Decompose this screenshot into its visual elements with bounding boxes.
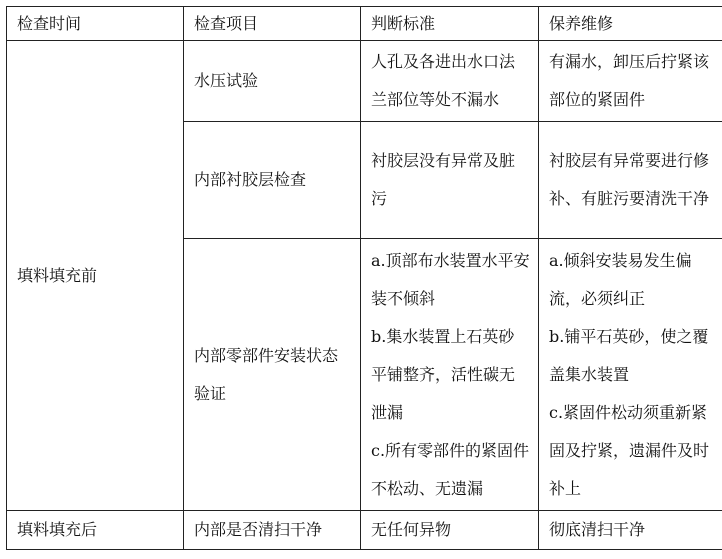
maintenance-line: b.铺平石英砂，使之覆盖集水装置 (549, 326, 709, 384)
standard-line: c.所有零部件的紧固件不松动、无遗漏 (371, 440, 530, 498)
table-header-row (7, 7, 722, 41)
time-cell-before-filling: 填料填充前 (7, 41, 184, 511)
standard-cell: 衬胶层没有异常及脏污 (361, 122, 539, 239)
maintenance-inspection-table (6, 6, 722, 550)
standard-cell (361, 239, 539, 511)
maintenance-cell: 彻底清扫干净 (539, 511, 722, 550)
item-cell: 内部零部件安装状态验证 (184, 239, 361, 511)
maintenance-line: a.倾斜安装易发生偏流，必须纠正 (549, 250, 692, 308)
maintenance-line: c.紧固件松动须重新紧固及拧紧，遗漏件及时补上 (549, 402, 710, 498)
header-inspection-time: 检查时间 (7, 7, 184, 41)
maintenance-cell: 衬胶层有异常要进行修补、有脏污要清洗干净 (539, 122, 722, 239)
header-judgment-standard: 判断标准 (361, 7, 539, 41)
header-inspection-item: 检查项目 (184, 7, 361, 41)
standard-line: a.顶部布水装置水平安装不倾斜 (371, 250, 530, 308)
standard-line: b.集水装置上石英砂平铺整齐，活性碳无泄漏 (371, 326, 516, 422)
table-row (7, 41, 722, 122)
standard-cell: 无任何异物 (361, 511, 539, 550)
time-cell-after-filling: 填料填充后 (7, 511, 184, 550)
maintenance-cell: 有漏水，卸压后拧紧该部位的紧固件 (539, 41, 722, 122)
standard-cell: 人孔及各进出水口法兰部位等处不漏水 (361, 41, 539, 122)
item-cell: 内部是否清扫干净 (184, 511, 361, 550)
item-cell: 内部衬胶层检查 (184, 122, 361, 239)
header-maintenance: 保养维修 (539, 7, 722, 41)
item-cell: 水压试验 (184, 41, 361, 122)
maintenance-cell (539, 239, 722, 511)
table-row (7, 511, 722, 550)
